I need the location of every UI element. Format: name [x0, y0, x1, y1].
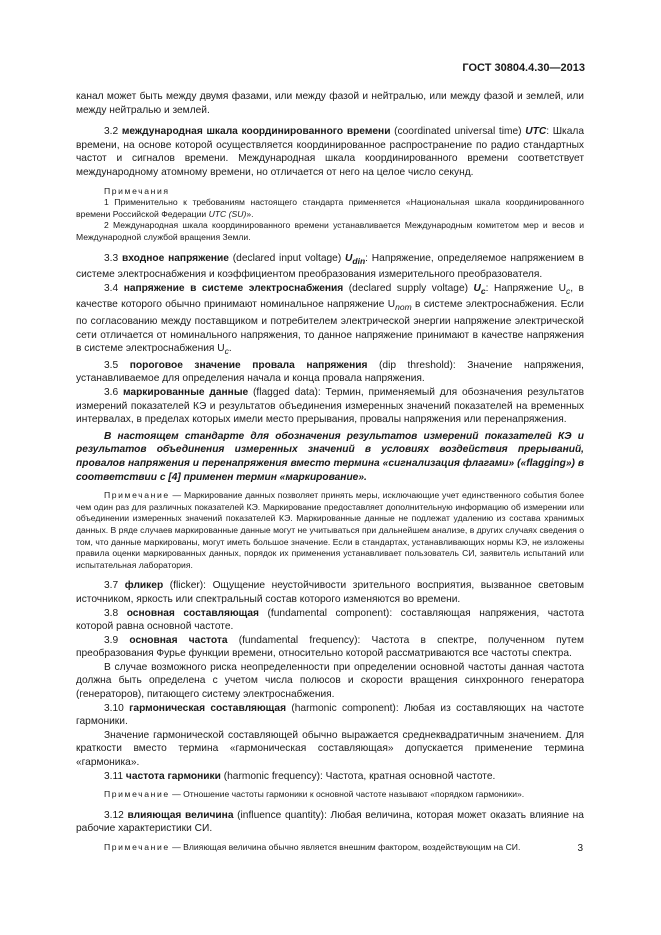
term-name: международная шкала координированного времени	[121, 126, 391, 138]
term-3-4	[76, 282, 584, 359]
term-english: (declared supply voltage)	[348, 282, 468, 294]
term-definition: : Термин, применяемый для обозначения результатов измерений показателей КЭ и результатов объединения измеренных значений показателей на временных интервалах, в пределах которых имели место прерывания, провалы напряжения или перенапряжения.	[76, 387, 584, 426]
term-definition: : Ощущение неустойчивости зрительного восприятия, вызванное световым источником, яркость или спектральный состав которого изменяются во времени.	[76, 580, 584, 605]
note-1	[76, 197, 584, 220]
term-definition: : Шкала времени, на основе которой осуществляется координированное распространение по радио стандартных частот и сигналов времени. Международная шкала координированного времени соответствует международному атомному времени, но отличается от него на целое число секунд.	[76, 126, 584, 178]
note-text: 2 Международная шкала координированного времени устанавливается Международным комитетом мер и весов и Международной службой вращения Земли.	[76, 220, 584, 242]
term-english: (dip threshold)	[379, 359, 453, 371]
term-3-5	[76, 359, 584, 386]
term-number: 3.4	[104, 282, 119, 294]
term-number: 3.8	[104, 607, 119, 619]
term-definition: : Значение напряжения, устанавливаемое для определения начала и конца провала напряжения.	[76, 359, 584, 385]
term-number: 3.3	[104, 252, 119, 264]
note-3-11	[76, 789, 584, 801]
note-text: Маркирование данных позволяет принять меры, исключающие учет единственного события более чем один раз для различных показателей КЭ. Маркирование предоставляет дополнительную информацию об измерении или объединении измеренных значений показателей КЭ. Маркированные данные не подлежат удалению из состава хранимых данных. В ряде случаев маркированные данные могут не учитываться при дальнейшем анализе, в других случаях сведения о том, что данные маркированы, могут иметь большое значение. Если в стандартах, устанавливающих нормы КЭ, не изложены правила оценки маркированных данных, порядок их применения устанавливает пользователь СИ, заявитель испытаний или испытательная лаборатория.	[76, 490, 584, 570]
note-dash: —	[169, 789, 184, 800]
note-dash: —	[169, 842, 184, 852]
term-number: 3.9	[104, 634, 119, 646]
term-definition: : Напряжение, определяемое напряжением в системе электроснабжения и коэффициентом преобразования измерительного преобразователя.	[76, 252, 584, 281]
term-english: (fundamental frequency)	[238, 634, 358, 646]
note-3-12	[76, 842, 584, 854]
symbol-sub: c	[565, 285, 571, 296]
notes-label-text: Примечания	[104, 185, 170, 196]
paragraph-text: канал может быть между двумя фазами, или между фазой и нейтралью, или между фазой и землей, или между нейтралью и землей.	[76, 91, 584, 116]
paragraph-3-10-b: Значение гармонической составляющей обычно выражается среднеквадратичным значением. Для краткости вместо термина «гармоническая составляющая» допускается применение термина «гармоника».	[76, 729, 584, 769]
term-number: 3.7	[104, 580, 119, 592]
term-name: основная составляющая	[126, 607, 260, 619]
term-3-3	[76, 252, 584, 282]
term-number: 3.2	[104, 126, 119, 138]
term-definition: : Частота, кратная основной частоте.	[320, 770, 496, 782]
term-number: 3.5	[104, 359, 119, 371]
term-definition-b: , в качестве которого обычно принимают номинальное напряжение U	[76, 282, 584, 311]
note-italic: UTC (SU)	[208, 208, 247, 219]
term-definition: : Напряжение U	[485, 282, 566, 294]
term-3-12	[76, 809, 584, 836]
term-number: 3.6	[104, 387, 119, 398]
note-dash: —	[169, 490, 184, 501]
term-name: маркированные данные	[123, 387, 249, 398]
note-label: Примечание	[104, 490, 170, 501]
term-name: частота гармоники	[125, 770, 221, 782]
note-2	[76, 220, 584, 243]
note	[76, 789, 584, 801]
term-3-2	[76, 125, 584, 179]
term-number: 3.10	[104, 702, 124, 714]
term-symbol: U	[473, 282, 481, 294]
note-text: Отношение частоты гармоники к основной частоте называют «порядком гармоники».	[183, 789, 525, 800]
term-english: (flicker)	[169, 580, 204, 592]
term-name: фликер	[124, 580, 164, 592]
term-symbol-sub: c	[480, 285, 486, 296]
term-english: (harmonic frequency)	[223, 770, 320, 782]
term-english: (coordinated universal time)	[394, 126, 522, 138]
term-number: 3.12	[104, 809, 124, 821]
notes-3-2	[76, 186, 584, 244]
note-text: 1 Применительно к требованиям настоящего стандарта применяется «Национальная шкала координированного времени Российской Федерации	[76, 197, 584, 219]
term-3-10	[76, 702, 584, 729]
term-english: (declared input voltage)	[232, 252, 342, 264]
document-body	[76, 90, 584, 854]
term-name: основная частота	[129, 634, 228, 646]
term-3-7	[76, 579, 584, 606]
note	[76, 842, 584, 854]
term-symbol: U	[345, 252, 353, 264]
symbol-sub-nom: nom	[395, 302, 412, 313]
note	[76, 490, 584, 571]
term-definition: : Частота в спектре, полученном путем преобразования Фурье функции времени, относительно которой рассматриваются все частоты спектра.	[76, 634, 584, 660]
symbol-sub-c: c	[224, 346, 229, 357]
term-3-11	[76, 770, 584, 784]
note-3-6	[76, 490, 584, 571]
note-text: Влияющая величина обычно является внешним фактором, воздействующим на СИ.	[183, 842, 521, 852]
term-name: напряжение в системе электроснабжения	[123, 282, 344, 294]
term-symbol-sub: din	[352, 255, 366, 266]
notes-label	[76, 186, 584, 198]
term-definition: : составляющая напряжения, частота которой равна основной частоте.	[76, 607, 584, 633]
document-id-header: ГОСТ 30804.4.30—2013	[462, 62, 585, 74]
term-english: (fundamental component)	[267, 607, 390, 619]
term-definition-d: .	[228, 343, 232, 355]
note-text-end: ».	[246, 208, 254, 219]
term-definition-c: в системе электроснабжения. Если по согласованию между поставщиком и потребителем электрической энергии напряжение электрической сети отличается от номинального напряжения, то данное напряжение принимают в качестве напряжения в системе электроснабжения U	[76, 299, 584, 355]
term-name: пороговое значение провала напряжения	[129, 359, 368, 371]
term-name: влияющая величина	[127, 809, 234, 821]
term-3-9	[76, 634, 584, 661]
term-number: 3.11	[104, 770, 124, 782]
note-label: Примечание	[104, 789, 170, 800]
term-abbr: UTC	[525, 126, 547, 138]
note-label: Примечание	[104, 842, 170, 852]
term-english: (flagged data)	[253, 387, 318, 398]
term-definition: : Любая величина, которая может оказать влияние на рабочие характеристики СИ.	[76, 809, 584, 835]
term-name: гармоническая составляющая	[129, 702, 287, 714]
page-number: 3	[577, 843, 583, 854]
paragraph-continuation	[76, 90, 584, 117]
term-name: входное напряжение	[122, 252, 229, 264]
term-english: (harmonic component)	[291, 702, 396, 714]
term-3-6	[76, 386, 584, 427]
term-english: (influence quantity)	[237, 809, 325, 821]
term-3-8	[76, 607, 584, 634]
term-definition: : Любая из составляющих на частоте гармоники.	[76, 702, 585, 728]
bold-italic-statement: В настоящем стандарте для обозначения результатов измерений показателей КЭ и результатов объединения измеренных значений в условиях воздействия прерываний, провалов напряжения и перенапряжения вместо термина «сигнализация флагами» («flagging») в соответствии с [4] применен термин «маркирование».	[76, 430, 584, 483]
paragraph-3-9-b: В случае возможного риска неопределенности при определении основной частоты данная частота должна быть определена с учетом числа полюсов и скорости вращения синхронного генератора (генераторов), питающего систему электроснабжения.	[76, 661, 584, 701]
